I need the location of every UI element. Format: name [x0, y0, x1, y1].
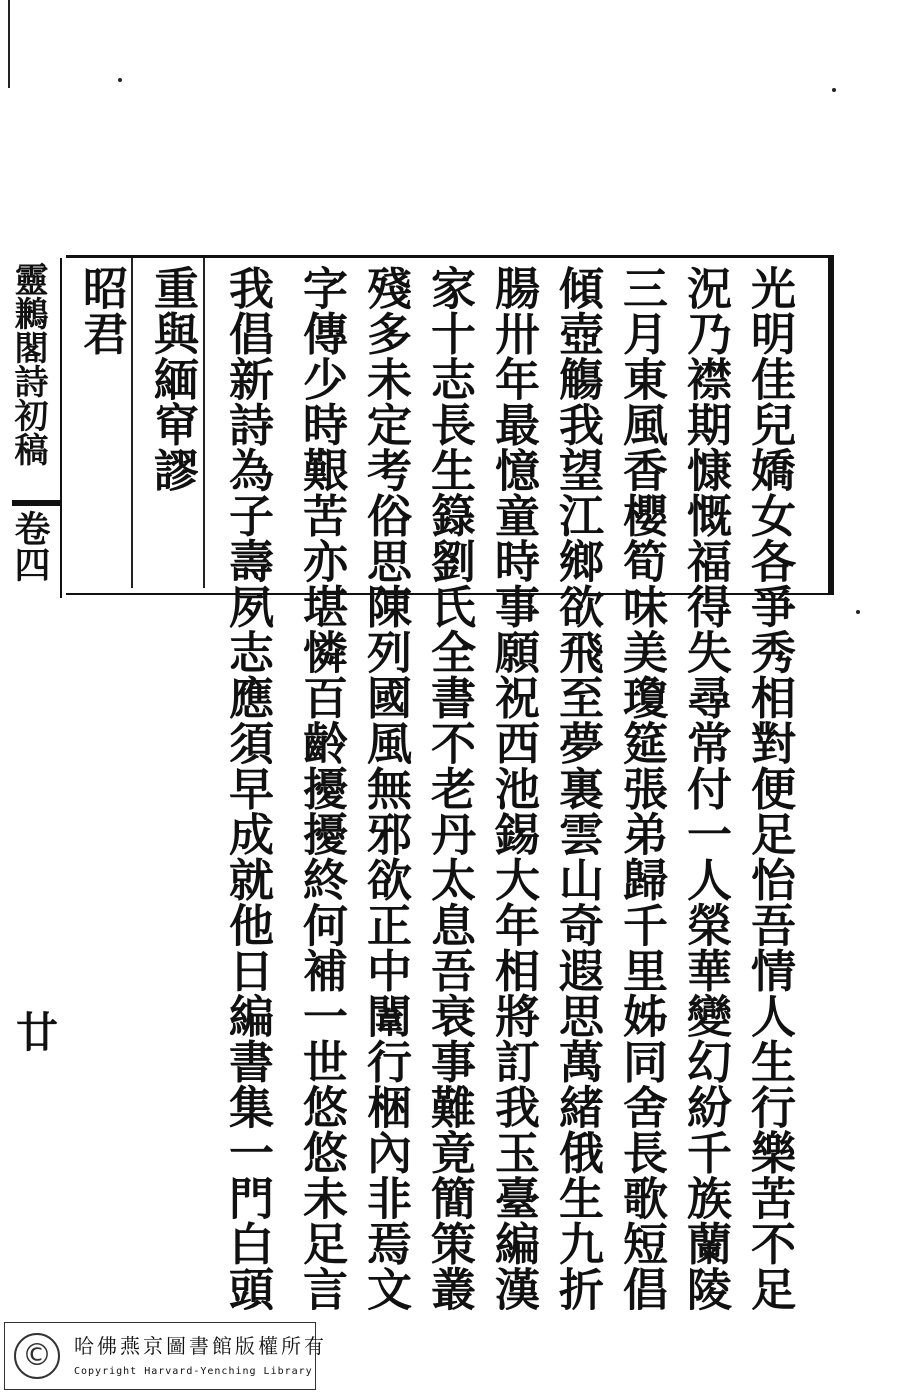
volume-label: 卷四 — [9, 510, 51, 582]
column-rule — [131, 258, 133, 588]
spine-title: 靈鶼閣詩初稿 — [8, 262, 48, 466]
left-margin-rule — [8, 0, 10, 88]
copyright-chinese: 哈佛燕京圖書館版權所有 — [74, 1334, 327, 1358]
ink-speck — [856, 610, 860, 614]
page-number: 廿 — [16, 1008, 59, 1057]
text-column-9: 我倡新詩為子壽夙志應須早成就他日編書集一門白頭 — [221, 265, 274, 1312]
text-column-6: 家十志長生籙劉氏全書不老丹太息吾衰事難竟簡策叢 — [423, 265, 476, 1312]
text-column-5: 腸卅年最憶童時事願祝西池錫大年相將訂我玉臺編漢 — [487, 265, 540, 1312]
text-column-8: 字傳少時艱苦亦堪憐百齡擾擾終何補一世悠悠未足言 — [295, 265, 348, 1312]
copyright-icon: © — [14, 1333, 60, 1379]
text-column-4: 傾壺觴我望江鄉欲飛至夢裏雲山奇遐思萬緒俄生九折 — [551, 265, 604, 1312]
text-column-3: 三月東風香櫻筍味美瓊筵張弟歸千里姊同舍長歌短倡 — [615, 265, 668, 1312]
column-rule — [203, 258, 205, 588]
ink-speck — [832, 88, 836, 92]
text-column-2: 況乃襟期慷慨福得失尋常付一人榮華變幻紛千族蘭陵 — [679, 265, 732, 1312]
text-column-10: 重與緬䆘謬 — [146, 265, 199, 493]
text-column-11: 昭君 — [75, 265, 128, 356]
text-column-7: 殘多未定考俗思陳列國風無邪欲正中闈行梱內非焉文 — [359, 265, 412, 1312]
copyright-english: Copyright Harvard-Yenching Library — [74, 1366, 313, 1377]
text-column-1: 光明佳兒嬌女各爭秀相對便足怡吾情人生行樂苦不足 — [743, 265, 796, 1312]
ink-speck — [118, 78, 122, 82]
